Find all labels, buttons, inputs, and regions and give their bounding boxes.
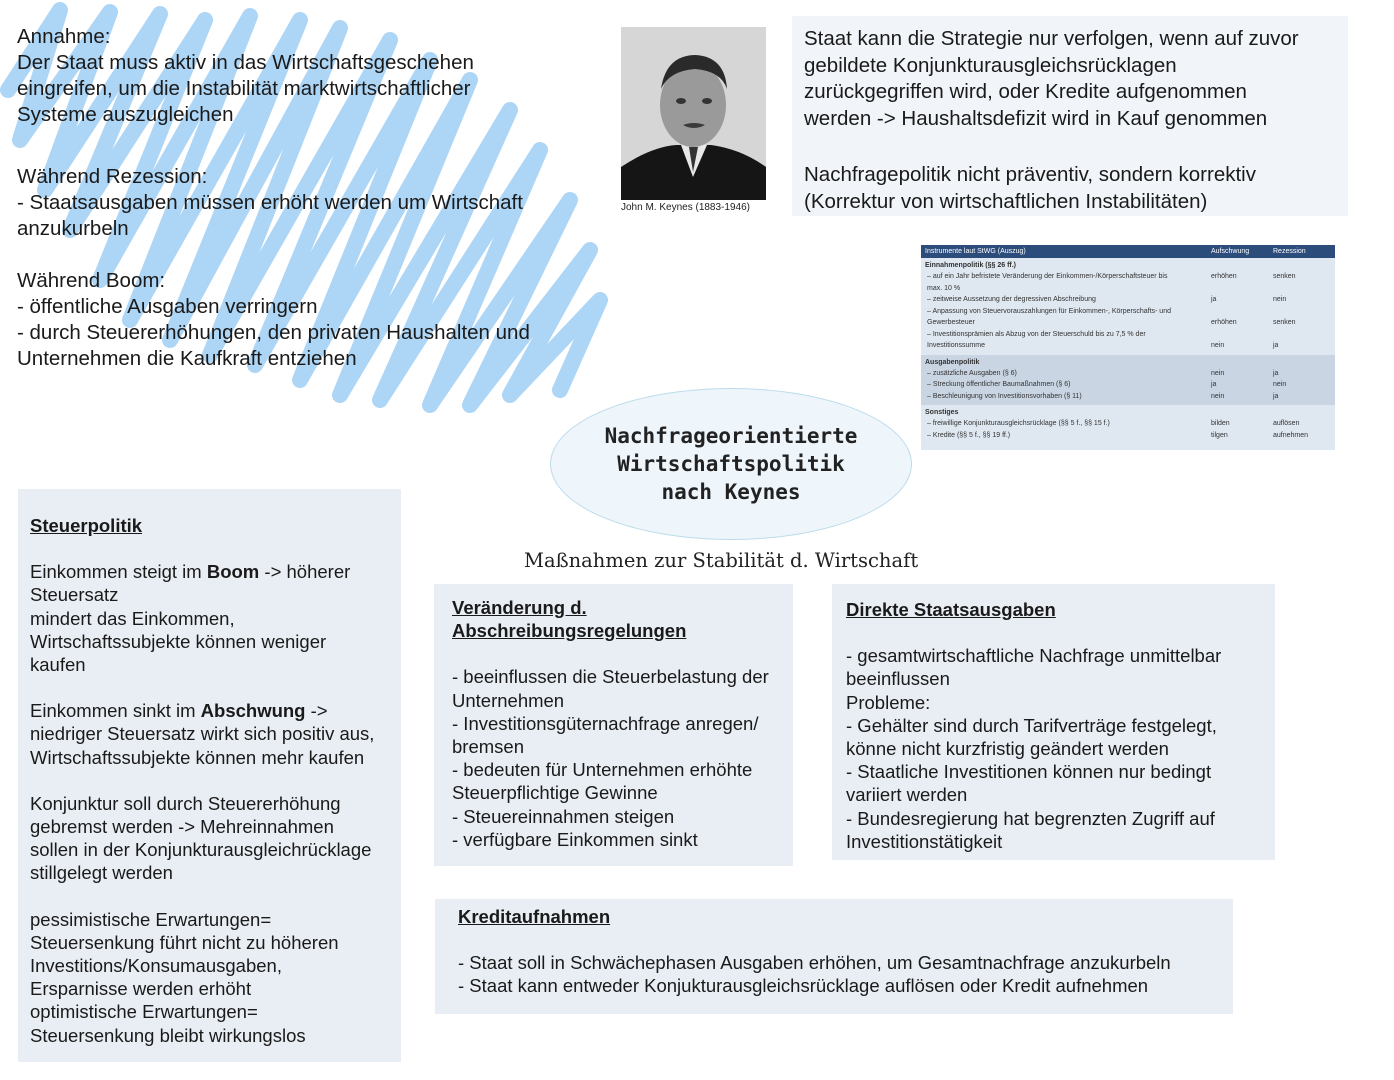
keynes-assumptions-text [17, 24, 607, 372]
steuer-line: optimistische Erwartungen= [30, 1001, 258, 1023]
table-cell: Investitionssumme [927, 342, 985, 349]
table-cell: – freiwillige Konjunkturausgleichsrücklage (§§ 5 f., §§ 15 f.) [927, 420, 1110, 427]
table-cell: aufnehmen [1273, 431, 1309, 439]
direkte-staatsausgaben-box [832, 584, 1275, 860]
table-cell: – Investitionsprämien als Abzug von der Steuerschuld bis zu 7,5 % der [927, 330, 1146, 338]
table-row [921, 340, 1335, 352]
table-cell: nein [1273, 296, 1287, 303]
abschreibung-line: - Investitionsgüternachfrage anregen/ [452, 712, 759, 734]
steuer-line: niedriger Steuersatz wirkt sich positiv aus, [30, 723, 375, 745]
steuer-line: Einkommen sinkt im Abschwung -> [30, 700, 328, 722]
keynes-portrait-photo [621, 27, 766, 200]
table-section [921, 355, 1335, 406]
table-cell: senken [1273, 319, 1296, 326]
table-cell: erhöhen [1211, 273, 1237, 280]
direkt-line: variiert werden [846, 784, 968, 806]
stwg-instruments-table [921, 245, 1335, 450]
table-section-title: Ausgabenpolitik [925, 358, 980, 366]
table-row [921, 294, 1335, 306]
measures-heading: Maßnahmen zur Stabilität d. Wirtschaft [524, 549, 919, 572]
assumption-line: eingreifen, um die Instabilität marktwirtschaftlicher [17, 77, 471, 100]
abschreibung-title: Veränderung d. [452, 597, 587, 618]
abschreibung-line: bremsen [452, 736, 524, 758]
steuer-line: gebremst werden -> Mehreinnahmen [30, 816, 334, 838]
table-cell: nein [1211, 369, 1225, 377]
steuer-line: pessimistische Erwartungen= [30, 908, 272, 930]
strategy-line: gebildete Konjunkturausgleichsrücklagen [804, 53, 1177, 77]
table-cell: – Anpassung von Steuervorauszahlungen für Einkommen-, Körperschafts- und [927, 307, 1171, 315]
table-header: Instrumente laut StWG (Auszug) Aufschwung Rezession [921, 245, 1335, 258]
table-section-title: Einnahmenpolitik (§§ 26 ff.) [925, 262, 1017, 269]
steuer-line: Steuersenkung bleibt wirkungslos [30, 1024, 306, 1046]
table-cell [1211, 306, 1273, 318]
table-cell: – Kredite (§§ 5 f., §§ 19 ff.) [927, 431, 1011, 439]
assumption-line: Der Staat muss aktiv in das Wirtschaftsgeschehen [17, 51, 474, 74]
steuer-line: Wirtschaftssubjekte können weniger [30, 630, 327, 652]
table-row [921, 317, 1335, 329]
table-row [921, 430, 1335, 442]
table-cell [1211, 329, 1273, 341]
main-title-line: nach Keynes [661, 480, 801, 504]
boom-heading: Während Boom: [17, 269, 166, 292]
steuer-line: Einkommen steigt im Boom -> höherer [30, 561, 351, 583]
steuer-line: Konjunktur soll durch Steuererhöhung [30, 792, 341, 814]
steuerpolitik-title: Steuerpolitik [30, 515, 143, 536]
steuer-line: Investitions/Konsumausgaben, [30, 955, 282, 977]
strategy-line: werden -> Haushaltsdefizit wird in Kauf genommen [804, 106, 1268, 130]
abschreibung-box [434, 584, 793, 866]
assumption-line: Systeme auszugleichen [17, 103, 234, 126]
table-section [921, 258, 1335, 355]
direkt-line: Probleme: [846, 691, 931, 713]
strategy-note-box [792, 16, 1348, 216]
abschreibung-line: - bedeuten für Unternehmen erhöhte [452, 759, 753, 781]
table-cell [1273, 283, 1335, 295]
steuerpolitik-box [18, 489, 401, 1062]
table-row [921, 379, 1335, 391]
table-cell: bilden [1211, 420, 1230, 427]
table-cell: nein [1211, 392, 1225, 400]
abschreibung-line: Unternehmen [452, 689, 565, 711]
table-cell: ja [1273, 369, 1279, 377]
steuer-line: Steuersenkung führt nicht zu höheren [30, 931, 339, 953]
strategy-line: zurückgegriffen wird, oder Kredite aufgenommen [804, 80, 1247, 103]
kreditaufnahmen-box [435, 899, 1233, 1014]
table-section-title: Sonstiges [925, 409, 959, 416]
table-cell: ja [1273, 342, 1279, 349]
table-row [921, 391, 1335, 403]
strategy-line: Staat kann die Strategie nur verfolgen, wenn auf zuvor [804, 27, 1299, 50]
table-cell: max. 10 % [927, 284, 961, 292]
table-cell [1273, 306, 1335, 318]
abschreibung-title: Abschreibungsregelungen [452, 620, 687, 642]
steuer-line: Steuersatz [30, 584, 119, 606]
table-cell: – Beschleunigung von Investitionsvorhaben (§ 11) [927, 392, 1082, 400]
direkt-line: - Bundesregierung hat begrenzten Zugriff auf [846, 807, 1215, 829]
recession-line: - Staatsausgaben müssen erhöht werden um Wirtschaft [17, 191, 523, 214]
kredit-line: - Staat soll in Schwächephasen Ausgaben erhöhen, um Gesamtnachfrage anzukurbeln [458, 952, 1171, 974]
steuer-line: kaufen [30, 654, 86, 676]
strategy-line: (Korrektur von wirtschaftlichen Instabilitäten) [804, 189, 1208, 213]
direkt-title: Direkte Staatsausgaben [846, 599, 1056, 620]
direkt-line: - gesamtwirtschaftliche Nachfrage unmittelbar [846, 645, 1222, 667]
boom-line: - öffentliche Ausgaben verringern [17, 295, 318, 318]
table-cell [1211, 283, 1273, 295]
recession-line: anzukurbeln [17, 217, 129, 240]
table-cell: – zeitweise Aussetzung der degressiven Abschreibung [927, 296, 1096, 303]
table-cell: erhöhen [1211, 319, 1237, 326]
main-title-ellipse [550, 388, 912, 540]
table-cell: tilgen [1211, 431, 1228, 439]
table-cell: senken [1273, 273, 1296, 280]
main-title-line: Nachfrageorientierte [604, 424, 858, 448]
table-cell: ja [1211, 381, 1217, 388]
direkt-line: beeinflussen [846, 668, 950, 690]
table-cell: auflösen [1273, 420, 1300, 427]
boom-line: - durch Steuererhöhungen, den privaten Haushalten und [17, 321, 530, 344]
direkt-line: - Staatliche Investitionen können nur bedingt [846, 761, 1212, 783]
steuer-line: stillgelegt werden [30, 862, 173, 884]
table-cell: – zusätzliche Ausgaben (§ 6) [927, 369, 1017, 377]
table-cell: – Streckung öffentlicher Baumaßnahmen (§ 6) [927, 381, 1071, 388]
table-row [921, 283, 1335, 295]
table-row [921, 271, 1335, 283]
assumption-heading: Annahme: [17, 25, 111, 48]
abschreibung-line: - beeinflussen die Steuerbelastung der [452, 666, 769, 688]
recession-heading: Während Rezession: [17, 165, 208, 188]
kredit-title: Kreditaufnahmen [458, 906, 611, 927]
table-cell: nein [1273, 381, 1287, 388]
steuer-line: Wirtschaftssubjekte können mehr kaufen [30, 746, 365, 768]
direkt-line: könne nicht kurzfristig geändert werden [846, 738, 1169, 760]
table-cell: – auf ein Jahr befristete Veränderung der Einkommen-/Körperschaftsteuer bis [927, 273, 1168, 280]
table-cell: ja [1273, 392, 1279, 400]
steuer-line: mindert das Einkommen, [30, 607, 235, 629]
boom-line: Unternehmen die Kaufkraft entziehen [17, 347, 357, 370]
table-row [921, 329, 1335, 341]
table-row [921, 306, 1335, 318]
direkt-line: Investitionstätigkeit [846, 830, 1003, 852]
steuer-line: sollen in der Konjunkturausgleichrücklage [30, 839, 372, 861]
table-cell [1273, 329, 1335, 341]
abschreibung-line: Steuerpflichtige Gewinne [452, 782, 658, 804]
table-row [921, 368, 1335, 380]
main-title-line: Wirtschaftspolitik [617, 452, 845, 476]
table-section [921, 405, 1335, 444]
kredit-line: - Staat kann entweder Konjukturausgleichsrücklage auflösen oder Kredit aufnehmen [458, 975, 1149, 997]
table-row [921, 418, 1335, 430]
direkt-line: - Gehälter sind durch Tarifverträge festgelegt, [846, 714, 1217, 736]
abschreibung-line: - Steuereinnahmen steigen [452, 805, 675, 827]
table-cell: Gewerbesteuer [927, 319, 975, 326]
table-cell: nein [1211, 342, 1225, 349]
steuer-line: Ersparnisse werden erhöht [30, 978, 252, 1000]
abschreibung-line: - verfügbare Einkommen sinkt [452, 828, 698, 850]
photo-caption: John M. Keynes (1883-1946) [621, 202, 750, 213]
strategy-line: Nachfragepolitik nicht präventiv, sondern korrektiv [804, 163, 1256, 186]
table-cell: ja [1211, 296, 1217, 303]
